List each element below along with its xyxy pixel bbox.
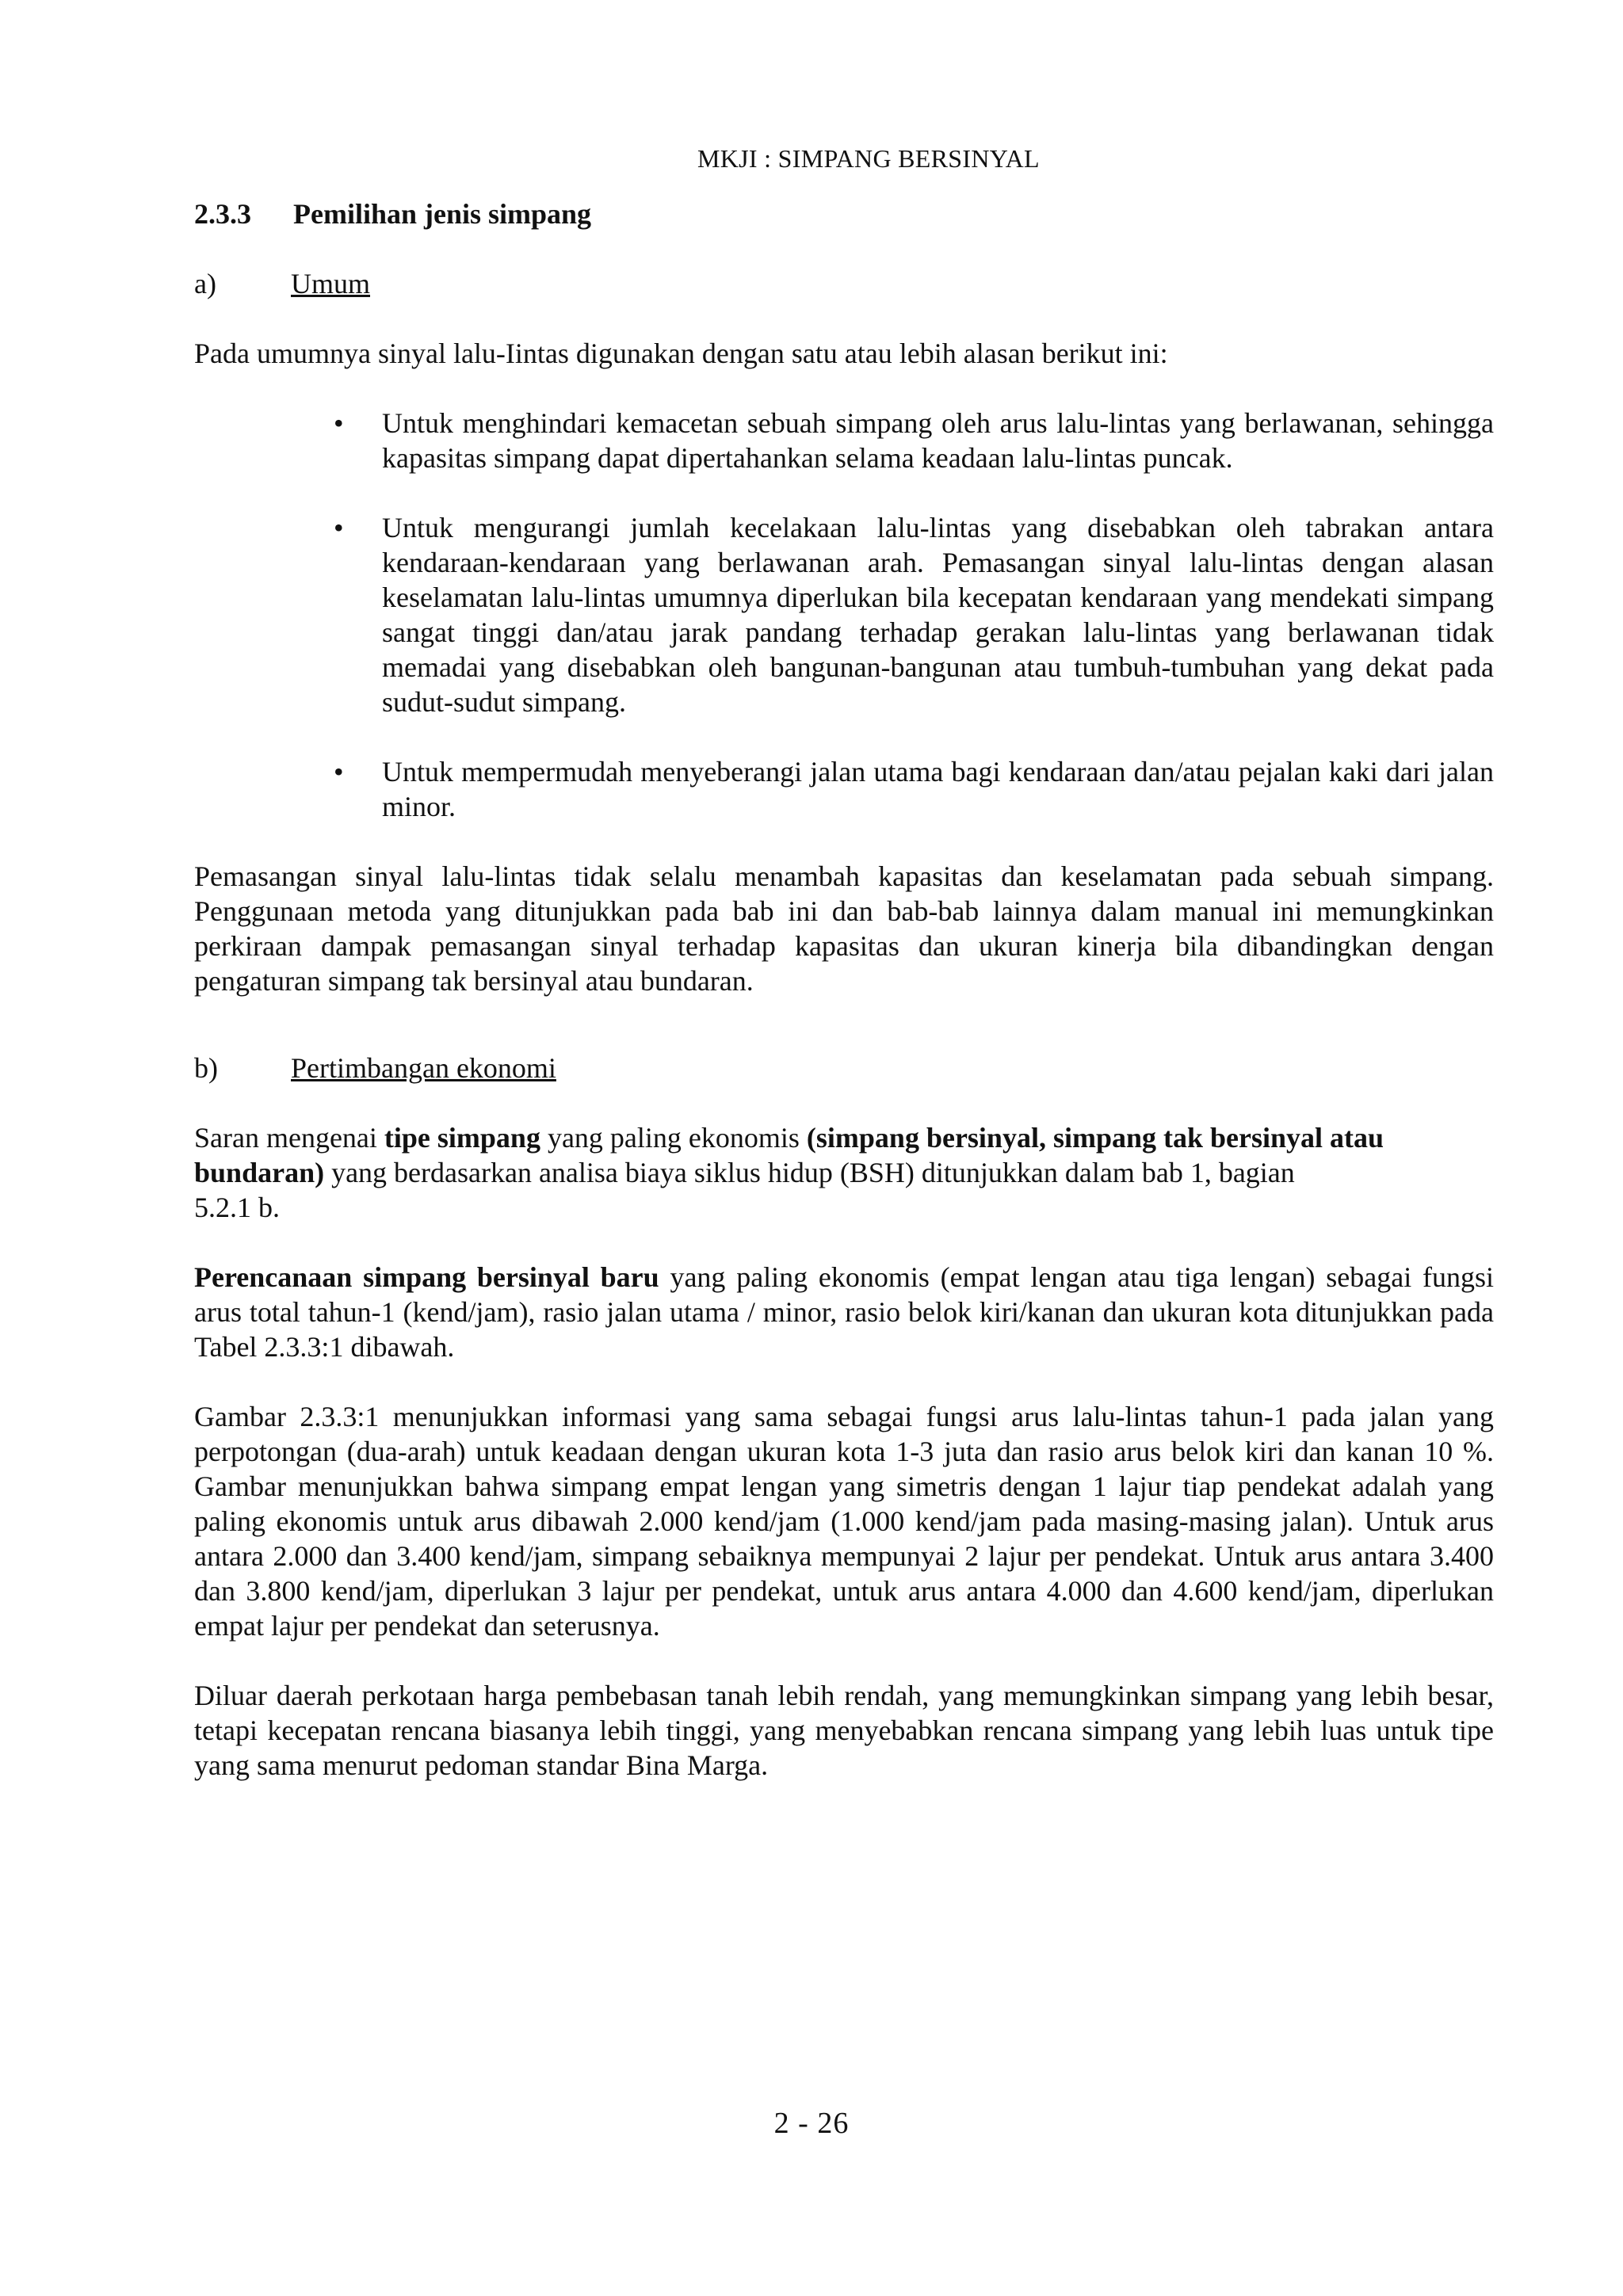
section-title: Pemilihan jenis simpang	[293, 198, 592, 230]
page-number: 2 - 26	[773, 2107, 850, 2140]
subheading-b	[194, 1051, 1494, 1085]
text-run: 5.2.1 b.	[194, 1192, 280, 1223]
text-run: Saran mengenai	[194, 1122, 384, 1154]
paragraph-figure-description: Gambar 2.3.3:1 menunjukkan informasi yang sama sebagai fungsi arus lalu-lintas tahun-1 pada jalan yang perpotongan (dua-arah) untuk keadaan dengan ukuran kota 1-3 juta dan rasio arus belok kiri dan kanan 10 %. Gambar menunjukkan bahwa simpang empat lengan yang simetris dengan 1 lajur tiap pendekat adalah yang paling ekonomis untuk arus dibawah 2.000 kend/jam (1.000 kend/jam pada masing-masing jalan). Untuk arus antara 2.000 dan 3.400 kend/jam, simpang sebaiknya mempunyai 2 lajur per pendekat. Untuk arus antara 3.400 dan 3.800 kend/jam, diperlukan 3 lajur per pendekat, untuk arus antara 4.000 dan 4.600 kend/jam, diperlukan empat lajur per pendekat dan seterusnya.	[194, 1401, 1494, 1642]
bold-run: Perencanaan simpang bersinyal baru	[194, 1261, 659, 1293]
paragraph-intersection-type	[194, 1120, 1494, 1225]
subheading-a-letter: a)	[194, 268, 216, 299]
list-item-text: Untuk mempermudah menyeberangi jalan utama bagi kendaraan dan/atau pejalan kaki dari jalan minor.	[382, 756, 1494, 822]
list-item	[194, 754, 1494, 824]
reasons-list	[194, 406, 1494, 824]
bullet-icon: •	[334, 756, 344, 788]
list-item	[194, 510, 1494, 719]
subheading-a	[194, 266, 1494, 301]
list-item	[194, 406, 1494, 475]
bold-run: (simpang bersinyal, simpang tak bersinyal atau bundaran)	[194, 1122, 1384, 1188]
bullet-icon: •	[334, 407, 344, 439]
subheading-b-title: Pertimbangan ekonomi	[291, 1052, 556, 1084]
text-run: yang berdasarkan analisa biaya siklus hidup (BSH) ditunjukkan dalam bab 1, bagian	[324, 1157, 1295, 1188]
paragraph-signal-impact: Pemasangan sinyal lalu-lintas tidak selalu menambah kapasitas dan keselamatan pada sebuah simpang. Penggunaan metoda yang ditunjukkan pada bab ini dan bab-bab lainnya dalam manual ini memungkinkan perkiraan dampak pemasangan sinyal terhadap kapasitas dan ukuran kinerja bila dibandingkan dengan pengaturan simpang tak bersinyal atau bundaran.	[194, 860, 1494, 997]
bullet-icon: •	[334, 512, 344, 543]
subheading-b-letter: b)	[194, 1052, 218, 1084]
text-run: yang paling ekonomis (empat lengan atau tiga lengan) sebagai fungsi arus total tahun-1 (kend/jam), rasio jalan utama / minor, rasio belok kiri/kanan dan ukuran kota ditunjukkan pada Tabel 2.3.3:1 dibawah.	[194, 1261, 1494, 1363]
paragraph-rural-areas: Diluar daerah perkotaan harga pembebasan tanah lebih rendah, yang memungkinkan simpang yang lebih besar, tetapi kecepatan rencana biasanya lebih tinggi, yang menyebabkan rencana simpang yang lebih luas untuk tipe yang sama menurut pedoman standar Bina Marga.	[194, 1680, 1494, 1781]
intro-paragraph: Pada umumnya sinyal lalu-Iintas digunakan dengan satu atau lebih alasan berikut ini:	[194, 338, 1168, 369]
document-body	[194, 196, 1494, 1817]
text-run: yang paling ekonomis	[540, 1122, 807, 1154]
subheading-a-title: Umum	[291, 268, 371, 299]
running-header: MKJI : SIMPANG BERSINYAL	[697, 144, 1040, 173]
section-heading	[194, 196, 1494, 231]
list-item-text: Untuk mengurangi jumlah kecelakaan lalu-lintas yang disebabkan oleh tabrakan antara kendaraan-kendaraan yang berlawanan arah. Pemasangan sinyal lalu-lintas dengan alasan keselamatan lalu-lintas umumnya diperlukan bila kecepatan kendaraan yang mendekati simpang sangat tinggi dan/atau jarak pandang terhadap gerakan lalu-lintas yang berlawanan tidak memadai yang disebabkan oleh bangunan-bangunan atau tumbuh-tumbuhan yang dekat pada sudut-sudut simpang.	[382, 512, 1494, 718]
section-number: 2.3.3	[194, 198, 251, 230]
bold-run: tipe simpang	[384, 1122, 540, 1154]
list-item-text: Untuk menghindari kemacetan sebuah simpang oleh arus lalu-lintas yang berlawanan, sehingga kapasitas simpang dapat dipertahankan selama keadaan lalu-lintas puncak.	[382, 407, 1494, 474]
paragraph-new-design	[194, 1260, 1494, 1364]
